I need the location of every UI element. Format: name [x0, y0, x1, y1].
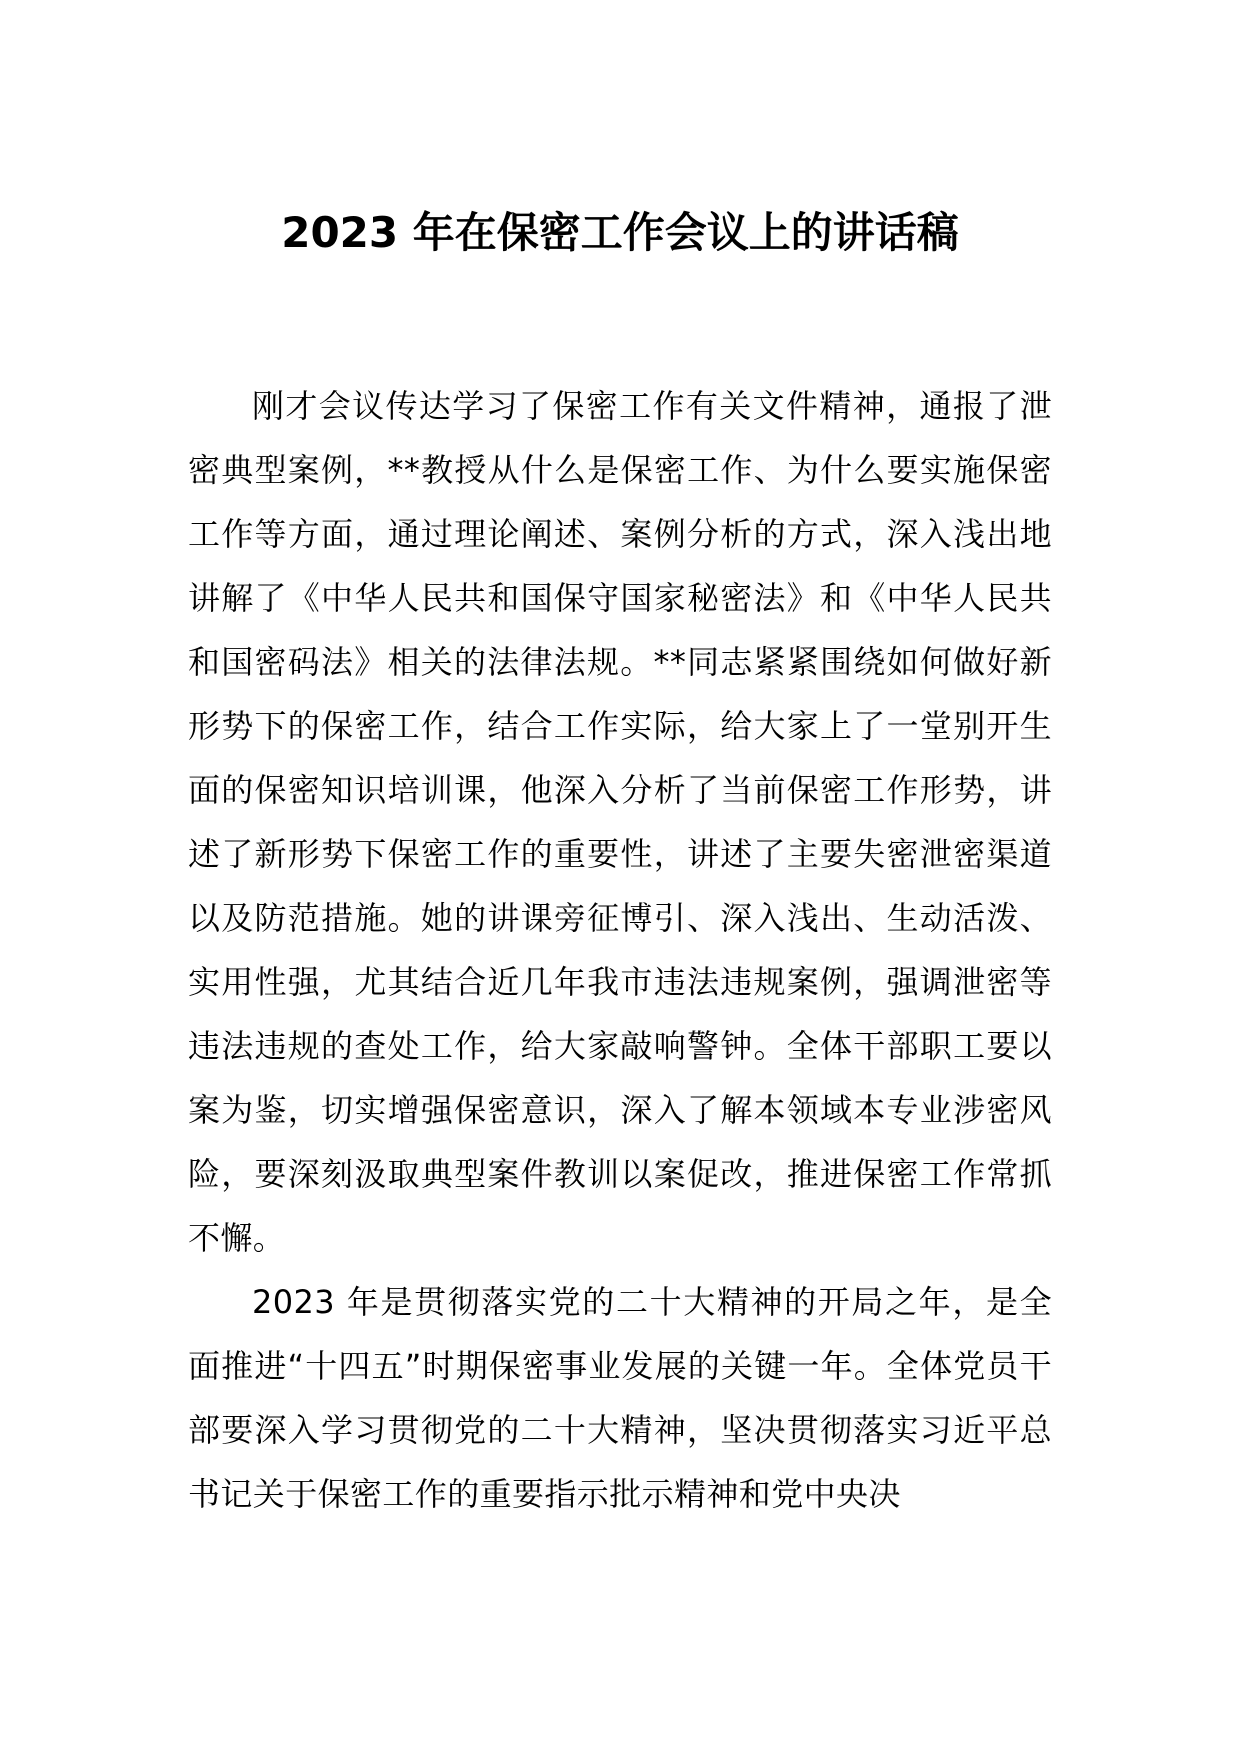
- document-body: [188, 374, 1052, 1526]
- document-title: 2023 年在保密工作会议上的讲话稿: [281, 208, 959, 257]
- paragraph-1: 刚才会议传达学习了保密工作有关文件精神，通报了泄密典型案例，**教授从什么是保密工作、为什么要实施保密工作等方面，通过理论阐述、案例分析的方式，深入浅出地讲解了《中华人民共和国保守国家秘密法》和《中华人民共和国密码法》相关的法律法规。**同志紧紧围绕如何做好新形势下的保密工作，结合工作实际，给大家上了一堂别开生面的保密知识培训课，他深入分析了当前保密工作形势，讲述了新形势下保密工作的重要性，讲述了主要失密泄密渠道以及防范措施。她的讲课旁征博引、深入浅出、生动活泼、实用性强，尤其结合近几年我市违法违规案例，强调泄密等违法违规的查处工作，给大家敲响警钟。全体干部职工要以案为鉴，切实增强保密意识，深入了解本领域本专业涉密风险，要深刻汲取典型案件教训以案促改，推进保密工作常抓不懈。: [188, 387, 1052, 1257]
- paragraph-2: 2023 年是贯彻落实党的二十大精神的开局之年，是全面推进“十四五”时期保密事业发展的关键一年。全体党员干部要深入学习贯彻党的二十大精神，坚决贯彻落实习近平总书记关于保密工作的重要指示批示精神和党中央决: [188, 1283, 1052, 1513]
